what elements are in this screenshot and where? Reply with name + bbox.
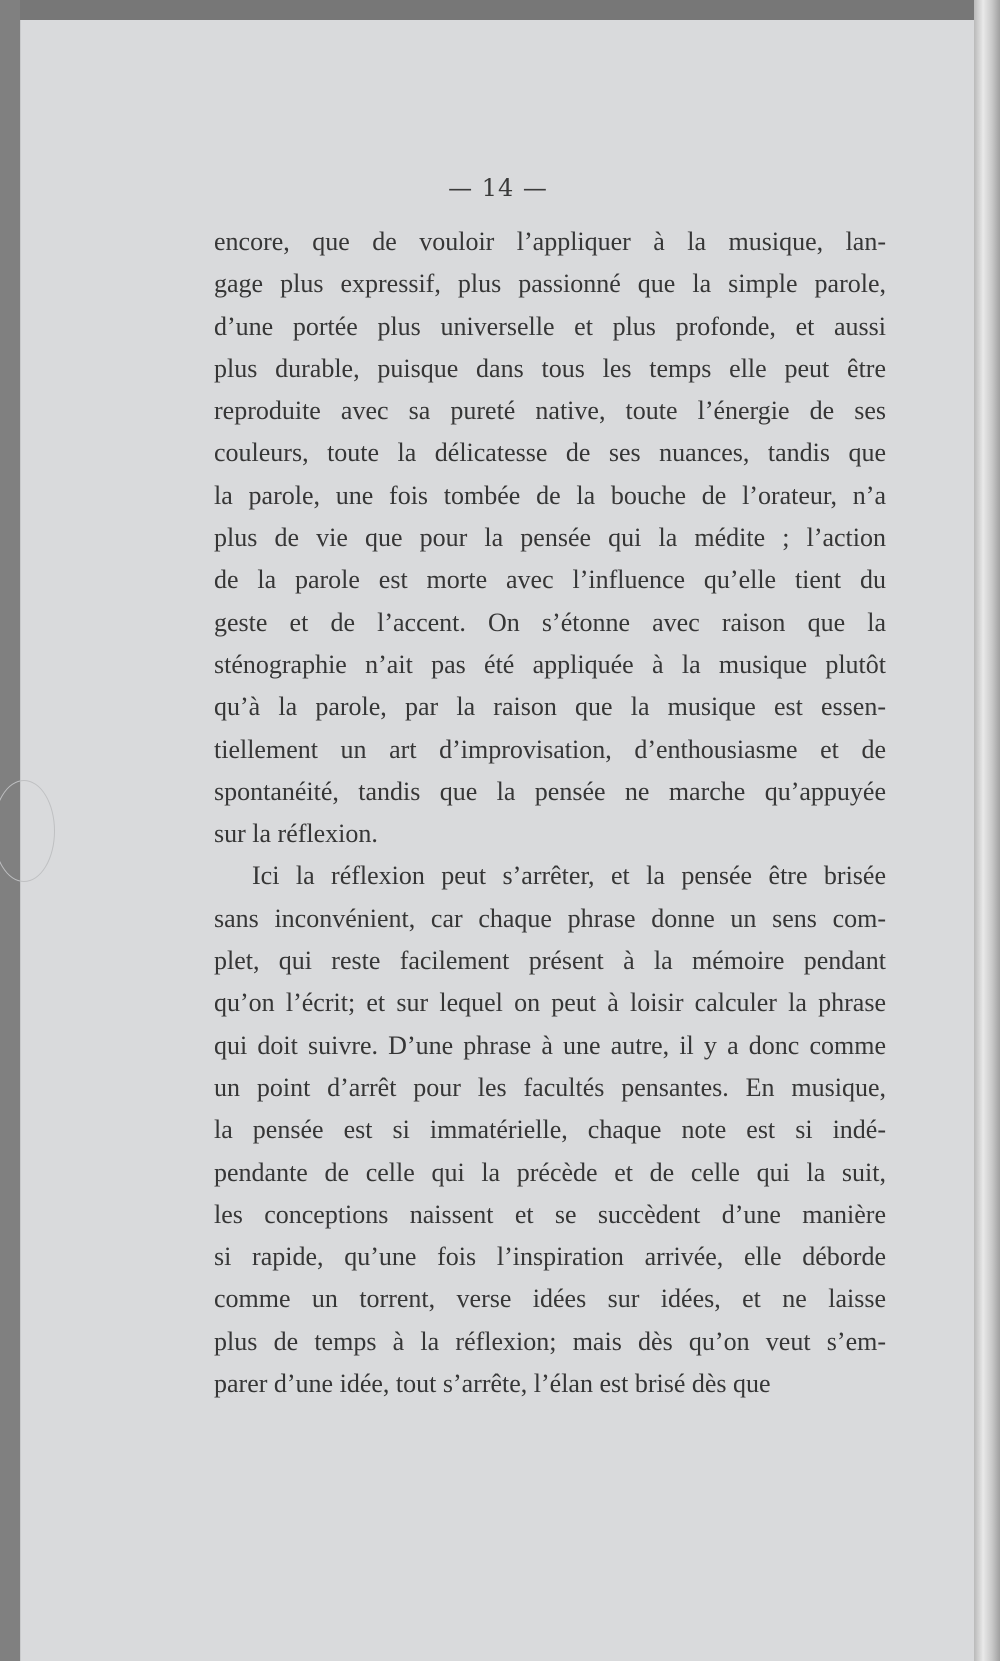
text-line: pendante de celle qui la précède et de celle qui la suit, [214,1157,886,1187]
text-line: si rapide, qu’une fois l’inspiration arrivée, elle déborde [214,1242,886,1272]
top-shadow [0,0,1000,20]
text-line: comme un torrent, verse idées sur idées, et ne laisse [214,1284,886,1314]
paragraph-2 [214,855,886,1405]
text-line: plet, qui reste facilement présent à la mémoire pendant [214,946,886,976]
text-line: de la parole est morte avec l’influence qu’elle tient du [214,565,886,595]
text-line: plus de vie que pour la pensée qui la médite ; l’action [214,523,886,553]
text-line: la parole, une fois tombée de la bouche de l’orateur, n’a [214,480,886,510]
text-line: la pensée est si immatérielle, chaque note est si indé- [214,1115,886,1145]
text-line: sans inconvénient, car chaque phrase donne un sens com- [214,903,886,933]
text-line: tiellement un art d’improvisation, d’enthousiasme et de [214,734,886,764]
text-line: un point d’arrêt pour les facultés pensantes. En musique, [214,1072,886,1102]
text-line: qu’à la parole, par la raison que la musique est essen- [214,692,886,722]
page-edge [974,0,1000,1661]
text-line: gage plus expressif, plus passionné que la simple parole, [214,269,886,299]
text-line: geste et de l’accent. On s’étonne avec raison que la [214,607,886,637]
text-line: encore, que de vouloir l’appliquer à la musique, lan- [214,227,886,256]
book-page [20,20,975,1661]
text-line: plus durable, puisque dans tous les temps elle peut être [214,353,886,383]
text-line: qui doit suivre. D’une phrase à une autre, il y a donc comme [214,1030,886,1060]
text-line: sténographie n’ait pas été appliquée à la musique plutôt [214,649,886,679]
text-line: sur la réflexion. [214,819,378,849]
text-line: reproduite avec sa pureté native, toute l’énergie de ses [214,396,886,426]
text-line: couleurs, toute la délicatesse de ses nuances, tandis que [214,438,886,468]
paragraph-1 [214,221,886,855]
text-line: qu’on l’écrit; et sur lequel on peut à loisir calculer la phrase [214,988,886,1018]
text-line: Ici la réflexion peut s’arrêter, et la pensée être brisée [252,861,886,891]
text-line: spontanéité, tandis que la pensée ne marche qu’appuyée [214,776,886,806]
text-line: les conceptions naissent et se succèdent d’une manière [214,1199,886,1229]
text-line: plus de temps à la réflexion; mais dès qu’on veut s’em- [214,1326,886,1356]
page-number: — 14 — [448,174,548,202]
page-clip-mark [0,780,55,882]
text-line: d’une portée plus universelle et plus profonde, et aussi [214,311,886,341]
body-text [214,221,886,1405]
text-line: parer d’une idée, tout s’arrête, l’élan est brisé dès que [214,1369,771,1399]
